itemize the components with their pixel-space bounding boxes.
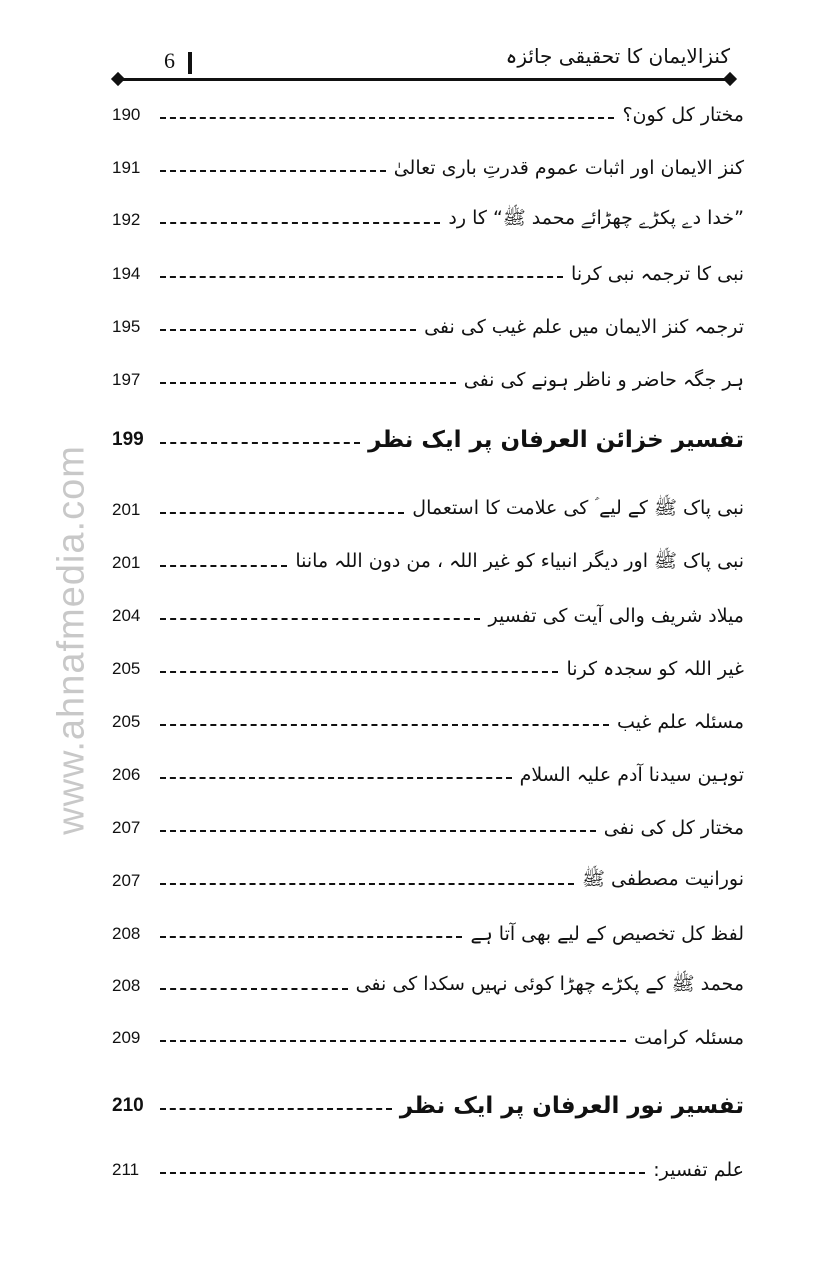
- toc-entry-page: 191: [112, 158, 141, 177]
- toc-leader: [160, 1040, 626, 1042]
- toc-leader: [160, 724, 609, 726]
- toc-entry-title: ترجمہ کنز الایمان میں علم غیب کی نفی: [424, 316, 744, 338]
- toc-entry-page: 204: [112, 606, 141, 625]
- toc-entry-page: 207: [112, 871, 141, 890]
- toc-entry-page: 197: [112, 370, 141, 389]
- toc-leader: [160, 671, 558, 673]
- toc-entry-title: توہین سیدنا آدم علیہ السلام: [519, 764, 744, 786]
- toc-leader: [160, 1108, 392, 1110]
- toc-section-entry[interactable]: [112, 420, 744, 460]
- toc-leader: [160, 777, 512, 779]
- toc-section-page: 210: [112, 1095, 144, 1116]
- toc-leader: [160, 442, 360, 444]
- toc-leader: [160, 1172, 645, 1174]
- toc-leader: [160, 222, 440, 224]
- toc-entry[interactable]: [112, 755, 744, 795]
- toc-entry-title: نبی کا ترجمہ نبی کرنا: [571, 263, 744, 285]
- toc-entry[interactable]: [112, 596, 744, 636]
- toc-entry[interactable]: [112, 307, 744, 347]
- toc-entry-title: لفظ کل تخصیص کے لیے بھی آتا ہے: [470, 923, 744, 945]
- toc-leader: [160, 170, 386, 172]
- toc-section-title: تفسیر نور العرفان پر ایک نظر: [399, 1093, 744, 1119]
- toc-leader: [160, 276, 563, 278]
- toc-entry[interactable]: [112, 808, 744, 848]
- toc-entry-page: 207: [112, 818, 141, 837]
- toc-section-page: 199: [112, 429, 144, 450]
- toc-entry-title: محمد ﷺ کے پکڑے چھڑا کوئی نہیں سکدا کی نفی: [355, 973, 744, 995]
- toc-section-entry[interactable]: [112, 1086, 744, 1126]
- toc-entry-title: مختار کل کی نفی: [603, 817, 744, 839]
- toc-entry[interactable]: [112, 649, 744, 689]
- toc-entry-page: 205: [112, 712, 141, 731]
- toc-entry-title: کنز الایمان اور اثبات عموم قدرتِ باری تعالیٰ: [393, 157, 744, 179]
- toc-entry[interactable]: [112, 490, 744, 530]
- toc-leader: [160, 512, 404, 514]
- toc-leader: [160, 618, 480, 620]
- toc-entry[interactable]: [112, 95, 744, 135]
- toc-entry-title: علم تفسیر:: [653, 1159, 744, 1181]
- toc-entry-page: 208: [112, 924, 141, 943]
- toc-entry-page: 211: [112, 1160, 140, 1179]
- toc-entry[interactable]: [112, 200, 744, 240]
- toc-entry-page: 208: [112, 976, 141, 995]
- toc-leader: [160, 329, 416, 331]
- toc-leader: [160, 382, 456, 384]
- toc-leader: [160, 830, 596, 832]
- toc-entry[interactable]: [112, 1150, 744, 1190]
- toc-entry-title: مسئلہ کرامت: [634, 1027, 744, 1049]
- toc-section-title: تفسیر خزائن العرفان پر ایک نظر: [368, 427, 744, 453]
- toc-entry-title: مختار کل کون؟: [622, 104, 744, 126]
- toc-entry-page: 190: [112, 105, 141, 124]
- toc-entry-title: میلاد شریف والی آیت کی تفسیر: [488, 605, 744, 627]
- toc-entry[interactable]: [112, 543, 744, 583]
- toc-entry-title: مسئلہ علم غیب: [617, 711, 744, 733]
- toc-entry-page: 205: [112, 659, 141, 678]
- toc-entry-page: 192: [112, 210, 141, 229]
- watermark-text: www.ahnafmedia.com: [50, 445, 93, 835]
- toc-leader: [160, 936, 462, 938]
- toc-entry[interactable]: [112, 861, 744, 901]
- toc-entry-page: 201: [112, 553, 141, 572]
- toc-entry-page: 195: [112, 317, 141, 336]
- toc-entry-title: نبی پاک ﷺ کے لیے ؑ کی علامت کا استعمال: [412, 497, 744, 519]
- toc-entry-title: نورانیت مصطفی ﷺ: [582, 868, 744, 890]
- toc-entry-page: 209: [112, 1028, 141, 1047]
- toc-leader: [160, 565, 287, 567]
- toc-entry-title: نبی پاک ﷺ اور دیگر انبیاء کو غیر اللہ ، من دون اللہ ماننا: [295, 550, 744, 572]
- toc-entry-title: ہر جگہ حاضر و ناظر ہونے کی نفی: [463, 369, 744, 391]
- toc-entry-page: 201: [112, 500, 141, 519]
- toc-entry[interactable]: [112, 914, 744, 954]
- toc-entry-page: 206: [112, 765, 141, 784]
- toc-leader: [160, 117, 614, 119]
- toc-entry[interactable]: [112, 148, 744, 188]
- toc-entry[interactable]: [112, 254, 744, 294]
- book-title: کنزالایمان کا تحقیقی جائزہ: [505, 44, 730, 68]
- toc-entry[interactable]: [112, 360, 744, 400]
- toc-entry-title: غیر اللہ کو سجدہ کرنا: [566, 658, 744, 680]
- toc-leader: [160, 883, 574, 885]
- toc-entry-title: ”خدا دے پکڑے چھڑائے محمد ﷺ“ کا رد: [448, 207, 744, 229]
- page-number: 6: [164, 48, 175, 73]
- toc-entry[interactable]: [112, 1018, 744, 1058]
- toc-leader: [160, 988, 348, 990]
- toc-entry-page: 194: [112, 264, 141, 283]
- toc-entry[interactable]: [112, 966, 744, 1006]
- toc-entry[interactable]: [112, 702, 744, 742]
